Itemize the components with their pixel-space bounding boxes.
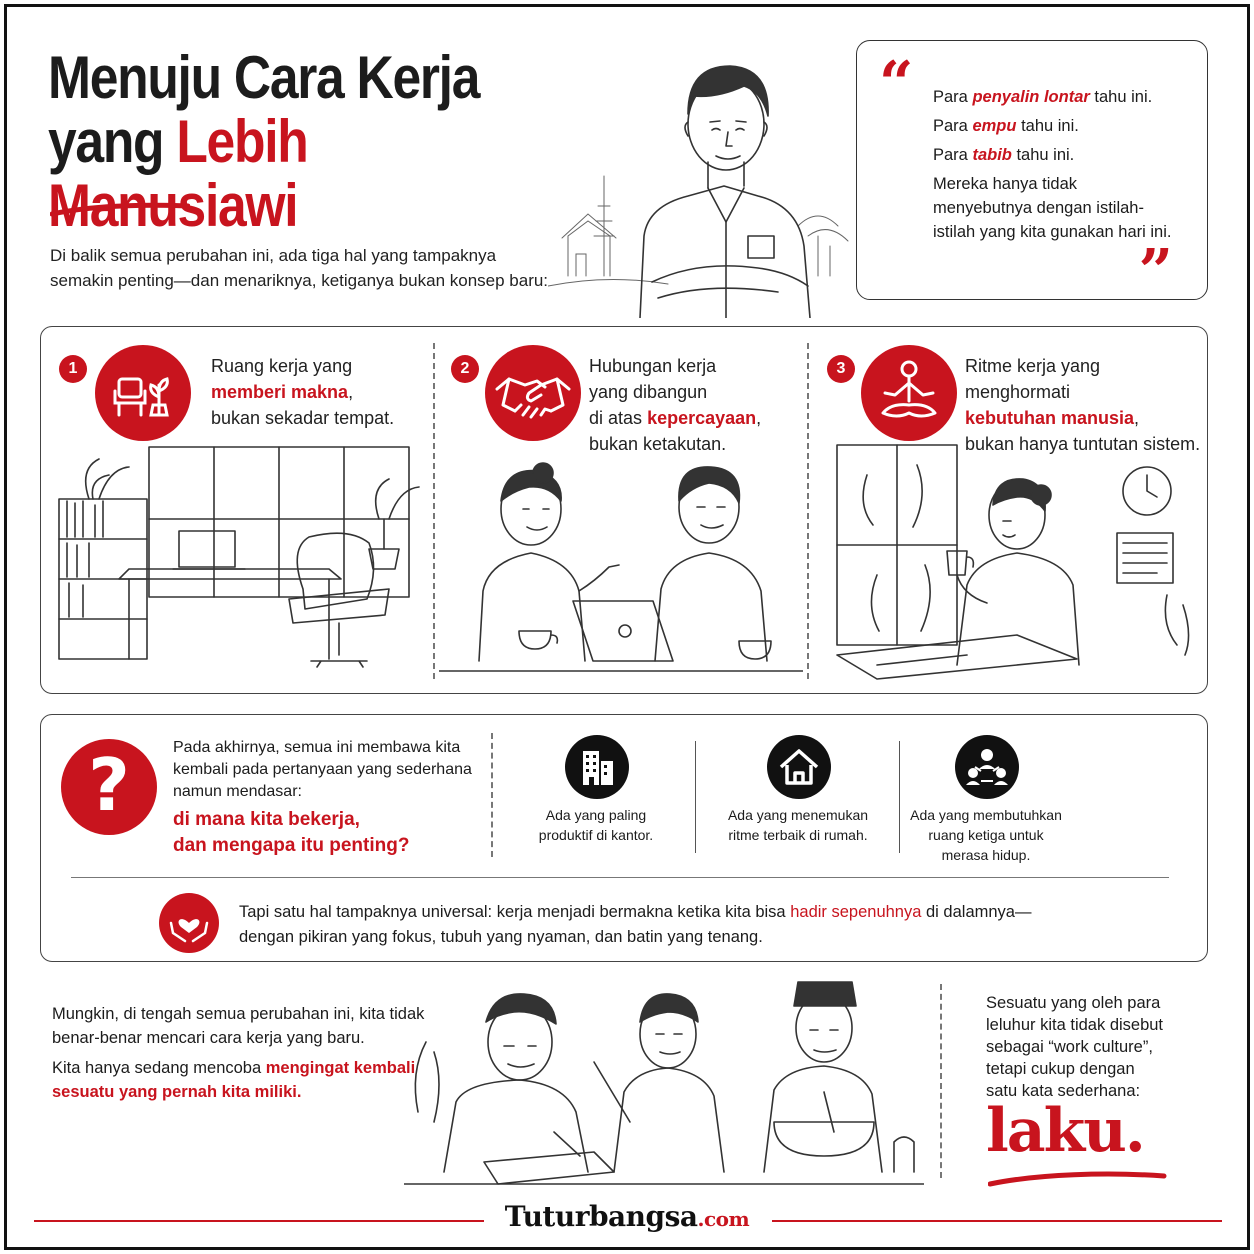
question-mark-icon: ?: [61, 739, 157, 835]
where-question: di mana kita bekerja, dan mengapa itu penting?: [173, 809, 410, 856]
quote-line-2: Para empu tahu ini.: [933, 117, 1079, 135]
quote-line-1: Para penyalin lontar tahu ini.: [933, 88, 1153, 106]
ancestors-text: Sesuatu yang oleh para leluhur kita tidak disebut sebagai “work culture”, tetapi cukup dengan satu kata sederhana:: [986, 994, 1164, 1100]
elders-working-illustration: [404, 972, 924, 1194]
intro-text: Di balik semua perubahan ini, ada tiga hal yang tampaknya semakin penting—dan menariknya, ketiganya bukan konsep baru:: [50, 246, 549, 290]
laku-word: laku.: [986, 1096, 1144, 1166]
quote-line-4: Mereka hanya tidak menyebutnya dengan istilah-istilah yang kita gunakan hari ini.: [933, 175, 1172, 241]
universal-meaning-text: Tapi satu hal tampaknya universal: kerja menjadi bermakna ketika kita bisa hadir sepenuhnya di dalamnya— dengan pikiran yang fokus, tubuh yang nyaman, dan batin yang tenang.: [239, 903, 1032, 946]
where-intro-text: Pada akhirnya, semua ini membawa kita kembali pada pertanyaan yang sederhana namun mendasar:: [173, 739, 472, 800]
chair-and-plant-icon: [95, 345, 191, 441]
handshake-icon: [485, 345, 581, 441]
pillar-3-text: Ritme kerja yang menghormati kebutuhan manusia, bukan hanya tuntutan sistem.: [965, 356, 1201, 454]
pillar-2-text: Hubungan kerja yang dibangun di atas kepercayaan, bukan ketakutan.: [589, 356, 762, 454]
ancestors-quote-box: [856, 40, 1208, 307]
quote-line-3: Para tabib tahu ini.: [933, 146, 1075, 164]
workspace-illustration: [49, 439, 429, 687]
where-we-work-panel: [40, 714, 1208, 962]
meditation-icon: [861, 345, 957, 441]
pillar-1-number: 1: [59, 355, 87, 383]
title-underline-stroke: [50, 200, 190, 220]
pillar-3-number: 3: [827, 355, 855, 383]
where-separator: [71, 877, 1169, 878]
option-office-caption: Ada yang paling produktif di kantor.: [538, 807, 654, 843]
option-home-caption: Ada yang menemukan ritme terbaik di rumah.: [727, 807, 869, 843]
collaboration-illustration: [439, 461, 803, 689]
option-third-space-caption: Ada yang membutuhkan ruang ketiga untuk merasa hidup.: [910, 807, 1062, 863]
where-divider: [491, 733, 493, 857]
pillar-1-text: Ruang kerja yang memberi makna, bukan sekadar tempat.: [211, 356, 395, 428]
thinking-man-illustration: [548, 36, 858, 318]
title-line2-accent: Lebih Manusiawi: [48, 108, 308, 239]
closing-reflection: [52, 1002, 432, 1110]
closing-divider: [940, 984, 942, 1178]
pillar-2-number: 2: [451, 355, 479, 383]
home-icon: [767, 735, 831, 799]
closing-paragraph-1: Mungkin, di tengah semua perubahan ini, kita tidak benar-benar mencari cara kerja yang baru.: [52, 1005, 425, 1047]
close-quote-icon: ”: [1138, 237, 1173, 307]
heart-in-hands-icon: [159, 893, 219, 953]
community-icon: [955, 735, 1019, 799]
three-pillars-panel: [40, 326, 1208, 694]
option-divider: [695, 741, 696, 853]
title-line2-plain: yang: [48, 108, 164, 175]
mindful-break-illustration: [817, 435, 1203, 689]
title-line1: Menuju Cara Kerja: [48, 44, 480, 111]
brand-logo[interactable]: Tuturbangsa.com: [504, 1200, 750, 1233]
office-building-icon: [565, 735, 629, 799]
pillar-divider: [433, 343, 435, 679]
laku-underline-stroke: [988, 1168, 1168, 1190]
closing-paragraph-2: Kita hanya sedang mencoba mengingat kembali sesuatu yang pernah kita miliki.: [52, 1059, 416, 1101]
open-quote-icon: “: [879, 49, 914, 119]
